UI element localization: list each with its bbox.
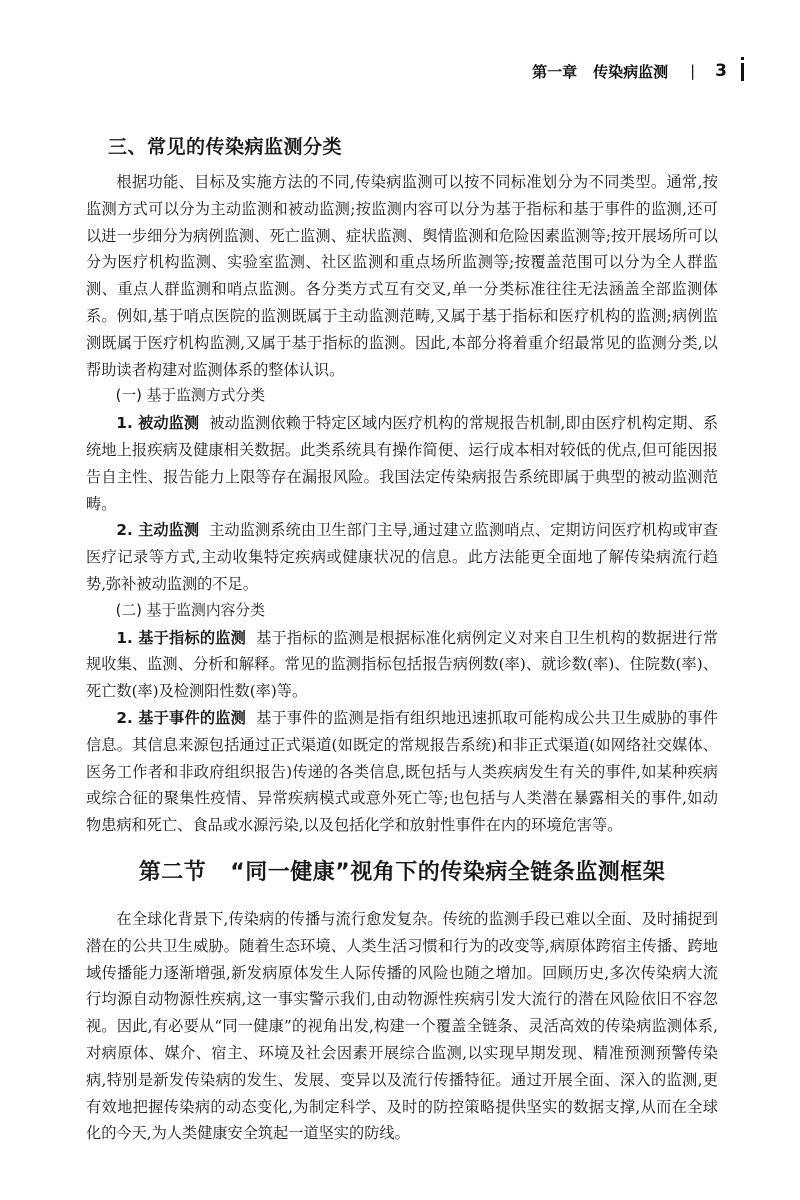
- page-number: 3: [715, 61, 727, 81]
- item2-term: 2. 主动监测: [116, 521, 200, 540]
- item3-paragraph: [86, 625, 718, 705]
- group1-heading: (一) 基于监测方式分类: [115, 387, 266, 405]
- chapter-title: 传染病监测: [593, 62, 669, 81]
- item4-term: 2. 基于事件的监测: [116, 708, 247, 727]
- item4-text: 基于事件的监测是指有组织地迅速抓取可能构成公共卫生威胁的事件信息。其信息来源包括通过正式渠道(如既定的常规报告系统)和非正式渠道(如网络社交媒体、医务工作者和非政府组织报告)传递的各类信息,既包括与人类疾病发生有关的事件,如某种疾病或综合征的聚集性疫情、异常疾病模式或意外死亡等;也包括与人类潜在暴露相关的事件,如动物患病和死亡、食品或水源污染,以及包括化学和放射性事件在内的环境危害等。: [86, 708, 719, 835]
- chapter-number: 第一章: [532, 62, 578, 81]
- page-body: [86, 132, 718, 1147]
- item2-paragraph: [86, 517, 718, 597]
- section-title-text: “同一健康”视角下的传染病全链条监测框架: [230, 859, 666, 885]
- edge-mark-icon: [741, 63, 744, 81]
- item1-term: 1. 被动监测: [116, 414, 200, 433]
- section-title: [86, 855, 718, 886]
- item1-text: 被动监测依赖于特定区域内医疗机构的常规报告机制,即由医疗机构定期、系统地上报疾病及健康相关数据。此类系统具有操作简便、运行成本相对较低的优点,但可能因报告自主性、报告能力上限等存在漏报风险。我国法定传染病报告系统即属于典型的被动监测范畴。: [86, 414, 719, 513]
- item1-paragraph: [86, 410, 718, 517]
- item4-paragraph: [86, 705, 718, 839]
- running-header: [532, 56, 744, 86]
- section-paragraph: 在全球化背景下,传染病的传播与流行愈发复杂。传统的监测手段已难以全面、及时捕捉到潜在的公共卫生威胁。随着生态环境、人类生活习惯和行为的改变等,病原体跨宿主传播、跨地域传播能力逐渐增强,新发病原体发生人际传播的风险也随之增加。回顾历史,多次传染病大流行均源自动物源性疾病,这一事实警示我们,由动物源性疾病引发大流行的潜在风险依旧不容忽视。因此,有必要从“同一健康”的视角出发,构建一个覆盖全链条、灵活高效的传染病监测体系,对病原体、媒介、宿主、环境及社会因素开展综合监测,以实现早期发现、精准预测预警传染病,特别是新发传染病的发生、发展、变异以及流行传播特征。通过开展全面、深入的监测,更有效地把握传染病的动态变化,为制定科学、及时的防控策略提供坚实的数据支撑,从而在全球化的今天,为人类健康安全筑起一道坚实的防线。: [86, 909, 718, 1143]
- subsection-title: 三、常见的传染病监测分类: [108, 136, 343, 158]
- item3-term: 1. 基于指标的监测: [116, 628, 247, 647]
- group2-heading: (二) 基于监测内容分类: [115, 601, 266, 619]
- section-number: 第二节: [138, 859, 207, 885]
- intro-paragraph: 根据功能、目标及实施方法的不同,传染病监测可以按不同标准划分为不同类型。通常,按监测方式可以分为主动监测和被动监测;按监测内容可以分为基于指标和基于事件的监测,还可以进一步细分为病例监测、死亡监测、症状监测、舆情监测和危险因素监测等;按开展场所可以分为医疗机构监测、实验室监测、社区监测和重点场所监测等;按覆盖范围可以分为全人群监测、重点人群监测和哨点监测。各分类方式互有交叉,单一分类标准往往无法涵盖全部监测体系。例如,基于哨点医院的监测既属于主动监测范畴,又属于基于指标和医疗机构的监测;病例监测既属于医疗机构监测,又属于基于指标的监测。因此,本部分将着重介绍最常见的监测分类,以帮助读者构建对监测体系的整体认识。: [86, 173, 718, 379]
- item3-text: 基于指标的监测是根据标准化病例定义对来自卫生机构的数据进行常规收集、监测、分析和解释。常见的监测指标包括报告病例数(率)、就诊数(率)、住院数(率)、死亡数(率)及检测阳性数(率)等。: [86, 628, 719, 701]
- item2-text: 主动监测系统由卫生部门主导,通过建立监测哨点、定期访问医疗机构或审查医疗记录等方式,主动收集特定疾病或健康状况的信息。此方法能更全面地了解传染病流行趋势,弥补被动监测的不足。: [86, 521, 719, 593]
- header-separator: |: [690, 62, 696, 80]
